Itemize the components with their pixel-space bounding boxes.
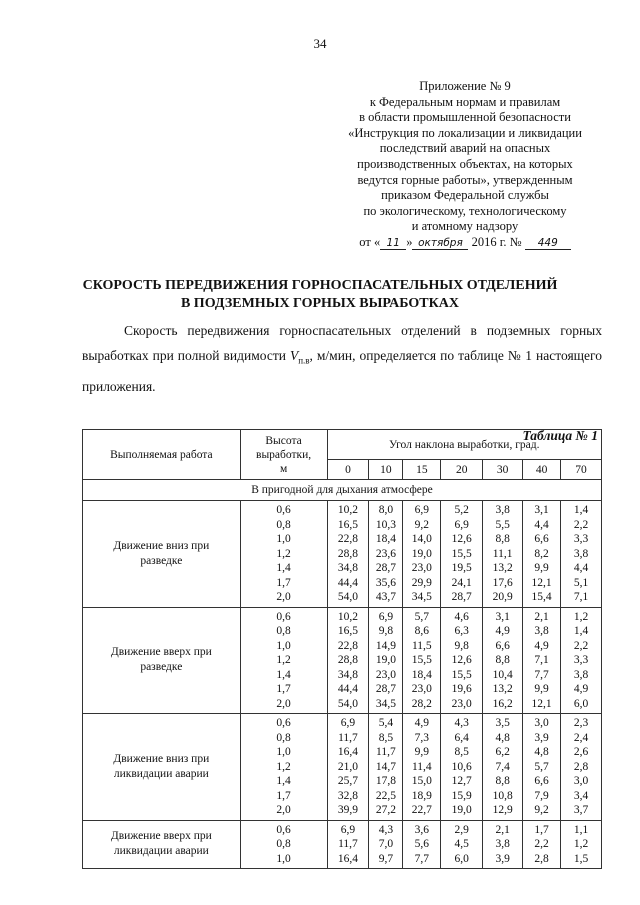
speed-value: 6,3 [454,625,469,637]
speed-value: 13,2 [492,562,513,574]
height-value: 2,0 [276,697,291,710]
speed-value: 28,7 [375,683,396,695]
speed-value: 4,9 [573,683,589,695]
speed-value: 13,2 [492,683,513,695]
speed-value: 8,5 [378,731,394,744]
speed-value: 35,6 [375,576,396,589]
speed-value: 5,1 [573,576,589,589]
height-value: 1,4 [276,668,291,681]
speed-value: 6,9 [454,518,469,531]
speed-table [82,429,602,869]
speed-value: 23,0 [411,683,432,695]
header-height-line: выработки, [256,448,312,461]
height-cell [240,607,327,714]
speed-value: 6,6 [495,639,510,652]
appendix-line: в области промышленной безопасности [359,110,571,125]
speed-value: 11,7 [338,731,358,744]
date-prefix: от « [359,234,381,249]
angle-header: 10 [369,460,403,480]
work-type-line: Движение вверх при [110,646,212,659]
speed-value: 7,1 [534,654,549,666]
speed-cell [369,607,403,714]
speed-value: 4,3 [454,717,469,729]
header-angle: Угол наклона выработки, град. [327,430,601,460]
speed-value: 15,5 [411,654,432,666]
speed-value: 7,3 [414,731,429,744]
speed-value: 28,8 [337,547,359,560]
speed-value: 3,9 [534,731,549,744]
speed-subscript: п.в [298,355,310,366]
speed-cell [369,714,403,821]
speed-value: 3,1 [495,610,510,623]
speed-cell [327,501,369,608]
speed-value: 5,7 [534,760,549,773]
speed-value: 3,6 [414,823,429,836]
speed-value: 14,7 [375,760,396,773]
speed-cell [523,607,561,714]
speed-value: 4,9 [534,639,549,652]
speed-value: 12,1 [531,697,552,710]
speed-value: 34,5 [411,591,432,603]
speed-cell [441,714,483,821]
speed-cell [403,501,441,608]
work-type-line: Движение вниз при [113,539,210,552]
work-type-line: Движение вверх при [110,830,212,843]
speed-value: 9,9 [534,562,549,574]
angle-header: 15 [403,460,441,480]
speed-cell [369,501,403,608]
speed-value: 28,8 [337,654,359,666]
speed-value: 43,7 [375,591,396,603]
speed-value: 16,4 [337,852,359,865]
speed-value: 3,8 [495,838,510,850]
work-type-line: разведке [140,554,183,567]
speed-cell [327,820,369,869]
height-value: 1,0 [276,639,291,652]
angle-header: 20 [441,460,483,480]
speed-value: 23,0 [375,668,396,681]
speed-value: 1,1 [573,823,589,836]
speed-value: 4,8 [534,746,549,758]
work-type-cell [83,714,241,821]
speed-value: 32,8 [337,789,359,802]
speed-value: 11,5 [411,639,432,652]
speed-value: 10,2 [337,504,359,516]
intro-paragraph [82,318,602,399]
height-value: 1,4 [276,562,291,574]
speed-value: 4,3 [378,823,394,836]
speed-value: 2,4 [573,731,589,744]
speed-cell [483,714,523,821]
speed-value: 14,9 [375,639,396,652]
speed-value: 18,4 [375,533,396,545]
section-note: В пригодной для дыхания атмосфере [83,480,602,501]
speed-value: 8,8 [495,775,510,787]
speed-cell [561,714,602,821]
speed-cell [327,714,369,821]
speed-value: 6,6 [534,533,549,545]
speed-value: 16,2 [492,697,513,710]
speed-value: 12,9 [492,804,513,816]
angle-header: 30 [483,460,523,480]
speed-value: 3,5 [495,717,510,729]
speed-value: 24,1 [451,576,472,589]
speed-value: 16,5 [337,625,359,637]
speed-value: 3,7 [573,804,589,816]
height-value: 1,2 [276,760,291,773]
height-value: 2,0 [276,804,291,816]
group-row [83,501,602,608]
speed-value: 6,9 [414,504,429,516]
speed-cell [561,607,602,714]
height-value: 1,7 [276,576,291,589]
speed-value: 15,9 [451,789,472,802]
speed-value: 7,4 [495,760,510,773]
work-type-line: Движение вниз при [113,752,210,765]
speed-value: 9,2 [414,518,429,531]
speed-value: 8,8 [495,533,510,545]
angle-header: 40 [523,460,561,480]
speed-value: 22,5 [375,789,396,802]
speed-value: 8,0 [378,504,394,516]
speed-value: 4,9 [495,625,510,637]
speed-value: 10,2 [337,610,359,623]
appendix-line: по экологическому, технологическому [363,203,567,218]
speed-value: 1,2 [573,838,589,850]
speed-value: 5,7 [414,610,429,623]
speed-value: 29,9 [411,576,432,589]
speed-value: 3,3 [573,654,589,666]
order-date-line [315,235,615,251]
speed-value: 3,4 [573,789,589,802]
speed-value: 2,1 [495,823,510,836]
height-cell [240,820,327,869]
speed-value: 4,8 [495,731,510,744]
speed-value: 9,2 [534,804,549,816]
appendix-line: Приложение № 9 [419,79,511,93]
speed-value: 16,4 [337,746,359,758]
header-height-line: м [279,462,288,475]
speed-cell [441,501,483,608]
speed-value: 27,2 [375,804,396,816]
speed-value: 10,8 [492,789,513,802]
work-type-line: ликвидации аварии [113,845,209,858]
height-value: 0,6 [276,823,291,836]
intro-text-start: Скорость передвижения горноспасательных отделений в подземных горных выработках при полной видимости [82,323,602,363]
height-value: 1,0 [276,852,291,865]
speed-value: 19,6 [451,683,472,695]
appendix-line: «Инструкция по локализации и ликвидации [348,125,582,140]
speed-value: 14,0 [411,533,432,545]
speed-cell [441,607,483,714]
height-value: 1,2 [276,654,291,666]
speed-cell [523,714,561,821]
speed-value: 2,8 [573,760,589,773]
speed-value: 34,5 [375,697,396,710]
speed-value: 7,7 [534,668,549,681]
speed-value: 28,7 [451,591,472,603]
height-value: 0,6 [276,610,291,623]
speed-value: 15,0 [411,775,432,787]
speed-value: 2,9 [454,823,469,836]
speed-value: 6,4 [454,731,469,744]
speed-cell [327,607,369,714]
angle-header: 70 [561,460,602,480]
height-value: 1,7 [276,789,291,802]
speed-value: 44,4 [337,683,359,695]
speed-value: 18,4 [411,668,432,681]
height-cell [240,714,327,821]
speed-value: 8,8 [495,654,510,666]
work-type-cell [83,501,241,608]
speed-value: 39,9 [337,804,359,816]
speed-value: 44,4 [337,576,359,589]
speed-value: 4,5 [454,838,469,850]
group-row [83,714,602,821]
speed-value: 25,7 [337,775,359,787]
speed-value: 3,8 [573,547,589,560]
speed-value: 34,8 [337,562,359,574]
page-number: 34 [313,36,327,51]
speed-value: 6,6 [534,775,549,787]
speed-value: 12,1 [531,576,552,589]
speed-cell [523,501,561,608]
speed-value: 22,7 [411,804,432,816]
document-heading [40,277,600,313]
height-value: 1,0 [276,746,291,758]
speed-cell [523,820,561,869]
speed-cell [403,820,441,869]
speed-value: 3,3 [573,533,589,545]
speed-value: 8,5 [454,746,469,758]
height-value: 1,7 [276,683,291,695]
speed-value: 17,6 [492,576,513,589]
speed-value: 6,2 [495,746,510,758]
speed-value: 12,6 [451,654,472,666]
speed-value: 20,9 [492,591,513,603]
speed-value: 4,4 [573,562,589,574]
speed-value: 7,7 [414,852,429,865]
speed-cell [561,820,602,869]
header-height-line: Высота [265,434,302,447]
speed-value: 10,6 [451,760,472,773]
height-value: 0,6 [276,717,291,729]
speed-value: 23,0 [411,562,432,574]
appendix-line: приказом Федеральной службы [381,188,549,203]
appendix-header [315,79,615,251]
appendix-line: ведутся горные работы», утвержденным [357,172,573,187]
height-value: 0,8 [276,731,291,744]
appendix-line: последствий аварий на опасных [379,141,551,156]
speed-value: 15,4 [531,591,552,603]
speed-value: 5,5 [495,518,510,531]
speed-value: 17,8 [375,775,396,787]
speed-value: 2,6 [573,746,589,758]
speed-value: 6,9 [340,823,356,836]
speed-value: 3,8 [573,668,589,681]
heading-line-2: В ПОДЗЕМНЫХ ГОРНЫХ ВЫРАБОТКАХ [180,296,460,311]
speed-value: 16,5 [337,518,359,531]
speed-value: 7,1 [573,591,589,603]
height-value: 2,0 [276,591,291,603]
group-row [83,820,602,869]
speed-value: 1,2 [573,610,589,623]
speed-value: 11,7 [338,838,358,850]
date-mid: » [406,234,413,249]
speed-value: 9,7 [378,852,394,865]
speed-cell [403,607,441,714]
speed-value: 6,9 [378,610,394,623]
speed-value: 23,6 [375,547,396,560]
speed-value: 15,5 [451,547,472,560]
speed-value: 7,9 [534,789,549,802]
speed-value: 3,0 [534,717,549,729]
date-year: 2016 г. № [471,234,522,249]
speed-value: 7,0 [378,838,394,850]
appendix-line: производственных объектах, на которых [357,156,573,171]
speed-cell [483,820,523,869]
intro-text-end: , м/мин, определяется по таблице № 1 настоящего приложения. [82,348,602,394]
speed-value: 2,1 [534,610,549,623]
height-value: 0,8 [276,838,291,850]
speed-value: 12,6 [451,533,472,545]
speed-value: 28,2 [411,697,432,710]
speed-cell [483,501,523,608]
height-value: 1,4 [276,775,291,787]
order-day: 11 [380,237,406,250]
speed-value: 1,4 [573,625,589,637]
speed-value: 54,0 [337,591,359,603]
speed-value: 5,2 [454,504,469,516]
table-label: Таблица № 1 [522,428,598,443]
speed-value: 2,8 [534,852,549,865]
speed-value: 1,4 [573,504,589,516]
speed-value: 9,9 [414,746,429,758]
speed-value: 6,0 [573,697,589,710]
speed-value: 2,2 [573,518,589,531]
angle-header: 0 [327,460,369,480]
order-number: 449 [525,237,571,250]
speed-value: 5,4 [378,717,394,729]
speed-cell [369,820,403,869]
speed-value: 4,9 [414,717,429,729]
group-row [83,607,602,714]
speed-value: 9,8 [378,625,394,637]
speed-value: 4,6 [454,610,469,623]
speed-value: 1,7 [534,823,549,836]
speed-value: 19,5 [451,562,472,574]
speed-value: 5,6 [414,838,429,850]
speed-value: 34,8 [337,668,359,681]
order-month: октября [412,237,468,250]
speed-value: 19,0 [375,654,396,666]
height-value: 0,8 [276,625,291,637]
speed-cell [483,607,523,714]
speed-value: 6,0 [454,852,469,865]
speed-value: 3,1 [534,504,549,516]
speed-value: 9,9 [534,683,549,695]
speed-value: 3,8 [495,504,510,516]
speed-symbol: V [289,348,299,363]
speed-value: 2,2 [534,838,549,850]
appendix-line: к Федеральным нормам и правилам [369,94,561,109]
height-value: 0,8 [276,518,291,531]
header-height [240,430,327,480]
speed-value: 11,1 [492,547,513,560]
speed-value: 3,8 [534,625,549,637]
speed-value: 2,3 [573,717,589,729]
speed-value: 18,9 [411,789,432,802]
speed-value: 8,2 [534,547,549,560]
appendix-line: и атомному надзору [411,219,519,234]
speed-value: 21,0 [337,760,359,773]
work-type-cell [83,607,241,714]
height-value: 1,0 [276,533,291,545]
speed-value: 19,0 [451,804,472,816]
speed-value: 11,7 [376,746,396,758]
speed-value: 54,0 [337,697,359,710]
speed-value: 6,9 [340,717,356,729]
speed-value: 8,6 [414,625,429,637]
height-cell [240,501,327,608]
speed-value: 28,7 [375,562,396,574]
speed-value: 19,0 [411,547,432,560]
height-value: 0,6 [276,504,291,516]
work-type-line: разведке [140,661,183,674]
speed-cell [403,714,441,821]
speed-value: 10,3 [375,518,396,531]
speed-value: 15,5 [451,668,472,681]
speed-value: 9,8 [454,639,469,652]
speed-value: 3,9 [495,852,510,865]
speed-cell [441,820,483,869]
speed-value: 2,2 [573,639,589,652]
work-type-line: ликвидации аварии [113,767,209,780]
heading-line-1: СКОРОСТЬ ПЕРЕДВИЖЕНИЯ ГОРНОСПАСАТЕЛЬНЫХ ОТДЕЛЕНИЙ [82,278,558,293]
speed-value: 22,8 [337,639,359,652]
speed-value: 12,7 [451,775,472,787]
speed-value: 10,4 [492,668,513,681]
speed-value: 4,4 [534,518,549,531]
speed-value: 1,5 [573,852,589,865]
speed-value: 23,0 [451,697,472,710]
work-type-cell [83,820,241,869]
height-value: 1,2 [276,547,291,560]
speed-value: 22,8 [337,533,359,545]
header-work: Выполняемая работа [83,430,241,480]
speed-value: 11,4 [411,760,432,773]
speed-value: 3,0 [573,775,589,787]
speed-cell [561,501,602,608]
